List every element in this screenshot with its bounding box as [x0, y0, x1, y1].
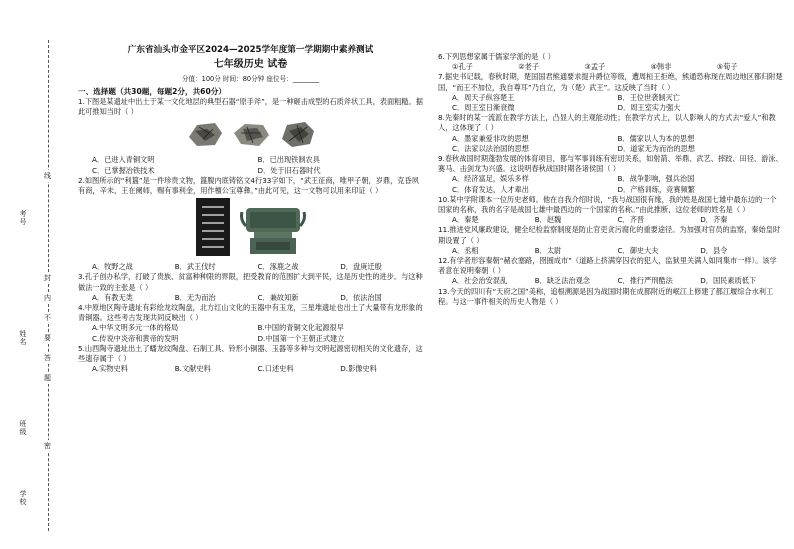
option-d: D.影像史料	[340, 364, 377, 374]
option-b: B．赵魏	[534, 215, 562, 225]
option-d: D．齐秦	[700, 215, 728, 225]
option-a: A．经济富足，娱乐多样	[452, 174, 529, 184]
option-a: A．有教无类	[92, 292, 133, 302]
seal-char: 内	[44, 294, 51, 302]
class-label: 班级	[19, 420, 27, 436]
option-b: B.中国的青铜文化起源很早	[257, 323, 344, 333]
seal-char: 要	[44, 334, 51, 342]
option-c: C．已掌握冶铁技术	[92, 165, 155, 175]
school-label: 学校	[19, 490, 27, 506]
option-2: ②老子	[518, 62, 540, 72]
option-a: A．牧野之战	[92, 262, 133, 272]
seal-char: 线	[44, 172, 51, 180]
hand-axe-figure	[78, 119, 423, 153]
seal-char: 封	[44, 274, 51, 282]
option-a: A．社会治安混乱	[452, 276, 508, 286]
option-b: B．战争影响，强兵治国	[617, 174, 695, 184]
question-stem: 13.今天的四川有“天府之国”美称，追根溯源是因为战国时期在成都附近的岷江上修建了都江堰综合水利工程。与这一事件相关的历史人物是（ ）	[438, 286, 774, 306]
option-c: C．体育发达，人才辈出	[452, 184, 529, 194]
name-label: 姓名	[19, 330, 27, 346]
option-c: C．周王室日渐衰微	[452, 103, 515, 113]
option-d: D．县令	[700, 245, 728, 255]
option-c: C．齐晋	[617, 215, 645, 225]
option-d: D．处于旧石器时代	[257, 165, 321, 175]
question-13	[438, 287, 783, 307]
question-stem: 11.推进党风廉政建设，健全纪检监察制度是防止官吏贪污腐化的重要途径。为加强对官员的监察，秦始皇时期设置了（ ）	[438, 225, 781, 245]
stone-tool-image	[185, 119, 225, 149]
option-d: D．国民素质低下	[700, 276, 757, 286]
question-10	[438, 195, 783, 226]
option-a: A.实物史料	[92, 364, 128, 374]
question-stem: 6.下列思想家属于儒家学派的是（ ）	[438, 52, 555, 61]
left-column	[78, 44, 423, 374]
option-c: C．涿鹿之战	[257, 262, 299, 272]
exam-meta: 分值：100分 时间：80分钟 座位号：________	[181, 75, 320, 83]
option-d: D．道家无为而治的思想	[617, 143, 695, 153]
seal-line	[48, 40, 49, 531]
option-a: A．周天子纵容楚王	[452, 92, 515, 102]
stone-tool-image	[231, 119, 271, 149]
option-1: ①孔子	[452, 62, 473, 72]
option-a: A．已进入青铜文明	[92, 155, 155, 165]
option-d: D.中国第一个王朝正式建立	[257, 333, 345, 343]
option-a: A.中华文明多元一体的格局	[92, 323, 179, 333]
option-b: B．王位世袭制灭亡	[617, 92, 680, 102]
question-stem: 8.先秦时的某一流派在教学方法上，凸显人的主观能动性；在教学方式上，以人影响人的方式去“爱人”和教人，这体现了（ ）	[438, 113, 776, 133]
question-7	[438, 72, 783, 113]
option-c: C.传说中炎帝和黄帝的发明	[92, 333, 179, 343]
question-stem: 9.春秋战国时期蓬勃发展的体育项目，都与军事训练有密切关系，如射箭、举鼎、武艺、摔跤、田径、游泳、赛马、击剑龙为兴盛。这说明春秋战国时期各诸侯国（ ）	[438, 154, 783, 174]
question-2	[78, 176, 423, 273]
question-6	[438, 52, 783, 72]
question-stem: 3.孔子创办私学，打破了贵族、贫富种种限的界限，把受教育的范围扩大到平民，这是历史性的进步。与这种做法一致的主张是（ ）	[78, 272, 423, 292]
question-stem: 2.如图所示的“利簋”是一件珍贵文物，簋腹内底铸铭文4行33字如下，“武王征商，唯甲子朝，岁鼎，克昏夙有商，辛未，王在阑师，赐有事利金，用作檀公宝尊彝。”由此可见，这一文物可以用来印证（ ）	[78, 175, 419, 196]
option-b: B．儒家以人为本的思想	[617, 133, 695, 143]
option-c: C．法家以法治国的思想	[452, 143, 529, 153]
option-b: B.文献史料	[174, 364, 211, 374]
seal-char: 题	[44, 374, 51, 382]
question-stem: 4.中原地区陶寺遗址有彩绘龙纹陶盘，北方红山文化的玉器中有玉龙，三星堆遗址也出土了大量带有龙形象的青铜器。这些考古发现共同反映出（ ）	[78, 303, 423, 323]
question-3	[78, 272, 423, 303]
option-d: D．周王室实力强大	[617, 103, 681, 113]
question-8	[438, 113, 783, 154]
option-a: A．墨家兼爱非攻的思想	[452, 133, 529, 143]
question-9	[438, 154, 783, 195]
option-a: A．丞相	[452, 245, 479, 255]
option-a: A．秦楚	[452, 215, 479, 225]
question-11	[438, 225, 783, 256]
question-5	[78, 344, 423, 375]
option-c: C．推行严刑酷法	[617, 276, 673, 286]
stone-tool-image	[277, 119, 317, 149]
question-stem: 7.据史书记载，春秋时期，楚国国君熊通要求提升爵位等级，遭周桓王拒绝，熊通恐称现在周边地区都归附楚国，“而王不加位，我自尊耳”乃自立，为（楚）武王”。这反映了当时（ ）	[438, 72, 783, 92]
inscription-rubbing-image	[196, 198, 230, 256]
question-stem: 1.下图是某遗址中出土于某一文化地层的典型石器“原手斧”，是一种砸击成型的石质斧状工具，表面粗糙。据此可推知当时（ ）	[78, 97, 423, 117]
section-heading: 一、选择题（共30题，每题2分，共60分）	[78, 87, 226, 96]
option-c: C．御史大夫	[617, 245, 659, 255]
option-b: B．已出现铁制农具	[257, 155, 320, 165]
question-4	[78, 303, 423, 344]
option-c: C.口述史料	[257, 364, 294, 374]
option-c: C．兼故知新	[257, 292, 299, 302]
exam-number-label: 考号	[19, 210, 27, 226]
seal-char: 不	[44, 314, 51, 322]
right-column	[438, 52, 783, 307]
option-4: ④韩非	[650, 62, 672, 72]
option-d: D．盘庚迁殷	[340, 262, 382, 272]
binding-margin	[0, 0, 70, 549]
question-12	[438, 256, 783, 287]
option-b: B．太尉	[534, 245, 562, 255]
option-d: D．依法治国	[340, 292, 382, 302]
seal-char: 答	[44, 354, 51, 362]
question-stem: 12.有学者形容秦朝“赭衣塞路，囹圄成市”（道路上挤满穿囚衣的犯人，监狱里关满人如同集市一样）。该学者意在说明秦朝（ ）	[438, 256, 777, 276]
option-5: ⑤荀子	[716, 62, 738, 72]
exam-title: 广东省汕头市金平区2024—2025学年度第一学期期中素养测试	[127, 45, 374, 55]
bronze-vessel-image	[240, 198, 306, 256]
option-b: B．缺乏法治观念	[534, 276, 590, 286]
option-b: B．无为而治	[174, 292, 216, 302]
option-3: ③孟子	[584, 62, 606, 72]
seal-char: 密	[44, 442, 51, 450]
option-b: B．武王伐纣	[174, 262, 216, 272]
option-d: D．产格训练，竞赛频繁	[617, 184, 695, 194]
question-stem: 5.山西陶寺遗址出土了蟠龙纹陶盘、石制工具、铃形小铜器、玉器等多种与文明起源密切相关的文化遗存，这些遗存属于（ ）	[78, 343, 423, 364]
question-stem: 10.某中学附课本一位历史老师。他在自我介绍时说，“我与战国很有缘，我的姓是战国七雄中最东边的一个国家的名称，我的名字是战国七雄中最西边的一个国家的名称。”由此推断，这位老师的姓名是（ ）	[438, 194, 777, 215]
li-gui-figure	[78, 198, 423, 260]
question-1	[78, 97, 423, 176]
exam-subtitle: 七年级历史 试卷	[213, 59, 288, 70]
